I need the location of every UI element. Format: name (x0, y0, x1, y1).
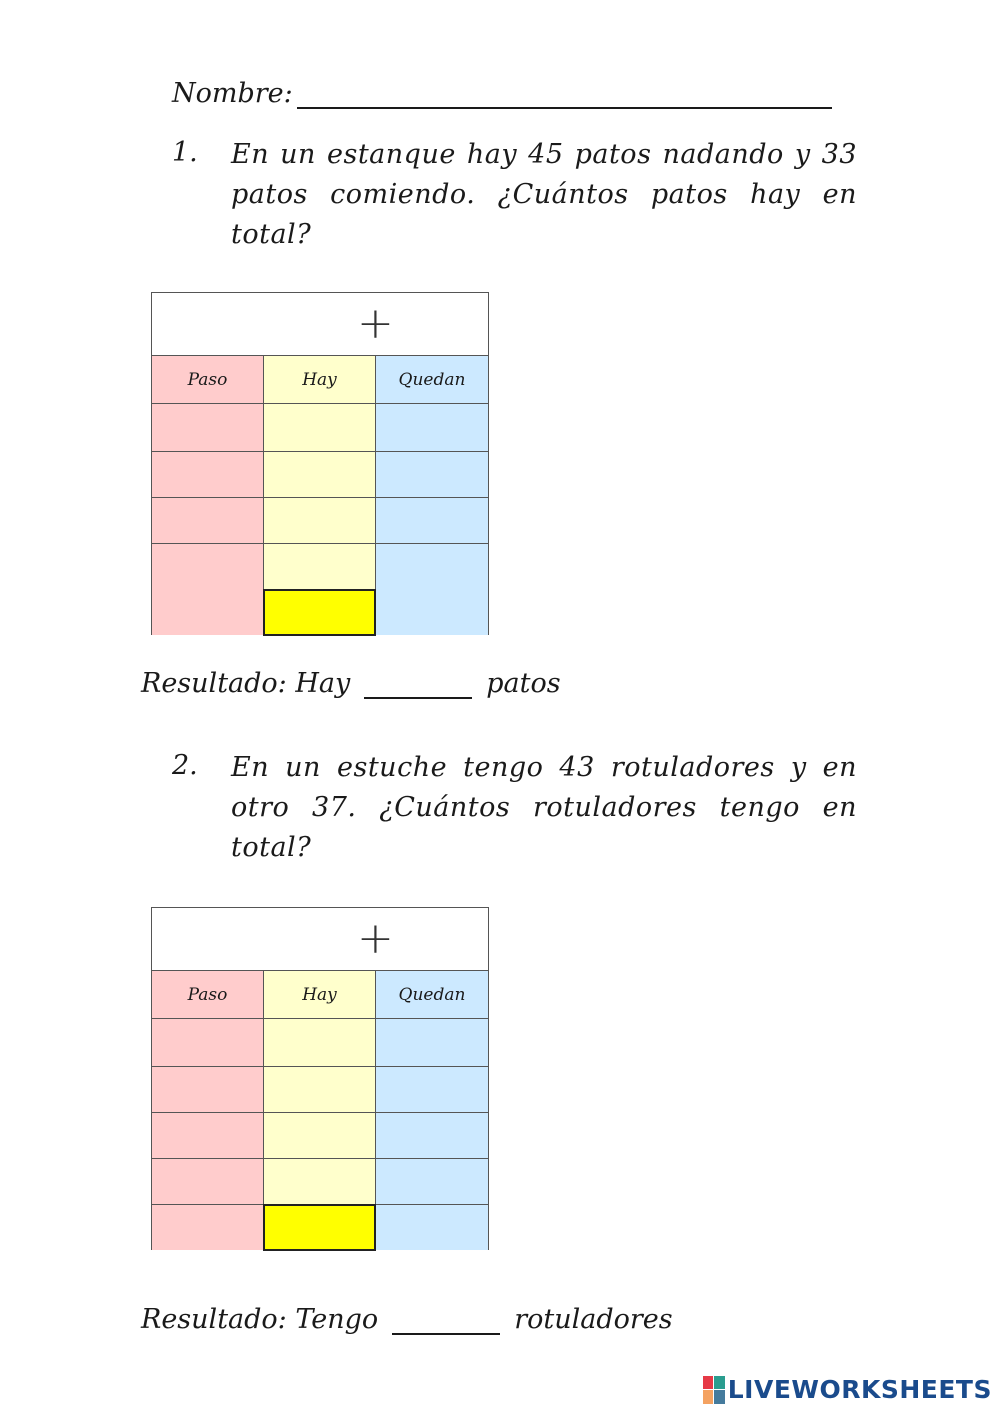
problem-1-text: En un estanque hay 45 patos nadando y 33 patos comiendo. ¿Cuántos patos hay en total? (231, 139, 857, 250)
problem-1-number: 1. (172, 137, 198, 168)
result-blank[interactable] (392, 1309, 500, 1335)
name-input-line[interactable] (297, 79, 832, 109)
column-hay (264, 356, 376, 635)
liveworksheets-logo-icon (703, 1376, 725, 1404)
problem-2-text: En un estuche tengo 43 rotuladores y en otro 37. ¿Cuántos rotuladores tengo en total? (231, 752, 857, 863)
column-label-hay: Hay (264, 356, 375, 404)
column-label-quedan: Quedan (376, 356, 488, 404)
plus-operator: + (357, 298, 394, 349)
answer-box[interactable] (263, 589, 376, 636)
column-quedan (376, 971, 488, 1250)
column-label-paso: Paso (152, 971, 263, 1019)
problem-2-grid (151, 907, 489, 1250)
brand-name: LIVEWORKSHEETS (727, 1375, 992, 1404)
result-prefix: Resultado: Tengo (141, 1304, 379, 1335)
grid-header (152, 293, 488, 356)
name-label: Nombre: (172, 78, 293, 109)
column-hay (264, 971, 376, 1250)
result-suffix: patos (486, 668, 561, 699)
problem-1-result (141, 668, 561, 699)
problem-1-grid (151, 292, 489, 635)
problem-2-number: 2. (172, 750, 198, 781)
grid-header (152, 908, 488, 971)
column-paso (152, 356, 264, 635)
answer-box[interactable] (263, 1204, 376, 1251)
result-prefix: Resultado: Hay (141, 668, 351, 699)
column-quedan (376, 356, 488, 635)
result-blank[interactable] (364, 673, 472, 699)
column-label-hay: Hay (264, 971, 375, 1019)
name-row (172, 78, 832, 109)
column-label-quedan: Quedan (376, 971, 488, 1019)
plus-operator: + (357, 913, 394, 964)
problem-2-result (141, 1304, 673, 1335)
column-label-paso: Paso (152, 356, 263, 404)
column-paso (152, 971, 264, 1250)
liveworksheets-logo (703, 1375, 992, 1404)
result-suffix: rotuladores (514, 1304, 673, 1335)
